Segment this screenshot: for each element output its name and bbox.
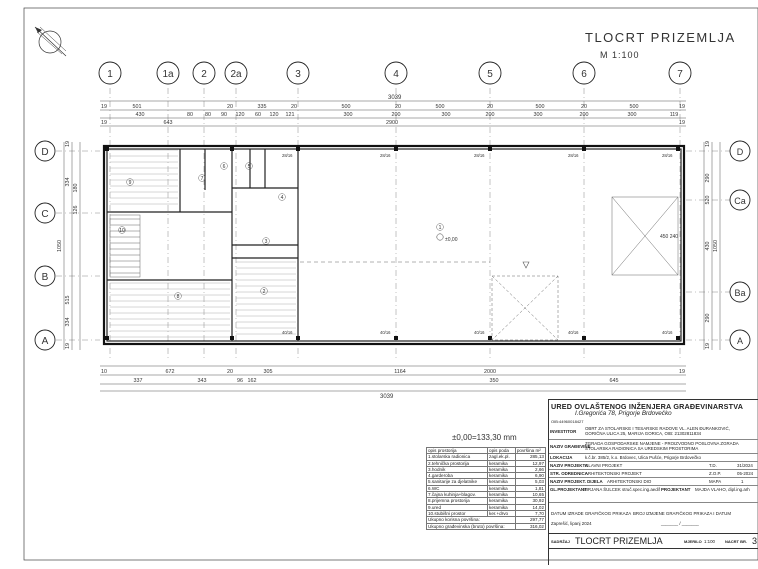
- opening-size-top: 450 240: [660, 234, 679, 240]
- title-block: [548, 399, 758, 565]
- dimension-value: 350: [489, 378, 499, 384]
- table-cell: 6,90: [515, 473, 545, 479]
- axis-label: 6: [581, 69, 587, 80]
- column-tag: 28/16: [662, 153, 673, 158]
- dimension-value: 126: [73, 205, 79, 215]
- table-cell: 1,81: [515, 485, 545, 491]
- room-number: 10: [119, 228, 125, 234]
- column-tag: 40/16: [282, 330, 293, 335]
- workshop-elements: [300, 197, 678, 340]
- project-row: [549, 462, 758, 470]
- dimension-value: 1050: [57, 240, 63, 252]
- column-tag: 28/16: [380, 153, 391, 158]
- dimension-value: 430: [705, 241, 711, 251]
- sheet-scale-value: 1:100: [704, 539, 715, 544]
- dimension-value: 19: [65, 343, 71, 349]
- axis-label: 1: [107, 69, 113, 80]
- dimension-value: 643: [163, 120, 173, 126]
- table-cell: keramika: [488, 479, 516, 485]
- table-cell: ker.+drvo: [488, 510, 516, 516]
- dimension-value: 20: [581, 104, 587, 110]
- room-number: 6: [222, 164, 226, 170]
- table-cell: 9.ured: [427, 504, 488, 510]
- column-tag: 28/16: [568, 153, 579, 158]
- table-cell: 2.tehnička prostorija: [427, 460, 488, 466]
- table-cell: 12,97: [515, 460, 545, 466]
- building-walls: [104, 146, 684, 344]
- map-value: 1: [741, 479, 744, 484]
- room-labels: [119, 163, 444, 300]
- table-cell: keramika: [488, 473, 516, 479]
- elevation-note: ±0,00=133,30 mm: [452, 433, 517, 442]
- date-value: Zaprešić, lipanj 2024: [551, 521, 592, 526]
- designer-value: MIRJANA ŠULCEK struč.spec.ing.aedif: [583, 487, 660, 492]
- dimension-value: 300: [533, 112, 543, 118]
- axis-label-left: B: [41, 272, 49, 283]
- dimension-value: 672: [165, 369, 175, 375]
- axis-label-right: Ba: [734, 288, 746, 298]
- dimension-value: 119: [669, 112, 679, 118]
- dimension-value: 501: [132, 104, 142, 110]
- td-value: 31/2024: [737, 463, 753, 468]
- column-tag: 28/16: [474, 153, 485, 158]
- dimension-value: 60: [255, 112, 261, 118]
- dimension-value: 334: [65, 177, 71, 187]
- total-net-label: Ukupno korisna površina:: [427, 517, 516, 523]
- sheet-number-value: 3: [752, 536, 758, 546]
- total-net-value: 297,77: [515, 517, 545, 523]
- sheet-scale-label: MJERILO: [684, 539, 702, 544]
- dimension-value: 180: [73, 183, 79, 193]
- dimension-value: 645: [609, 378, 619, 384]
- office-name: URED OVLAŠTENOG INŽENJERA GRAĐEVINARSTVA: [551, 402, 744, 411]
- sheet-content-value: TLOCRT PRIZEMLJA: [575, 536, 663, 546]
- dimension-value: 520: [705, 195, 711, 205]
- dimension-value: 430: [135, 112, 145, 118]
- top-total-dimension: 3039: [388, 95, 402, 101]
- dimension-value: 335: [257, 104, 267, 110]
- location-row: [549, 454, 758, 462]
- dimension-value: 334: [65, 317, 71, 327]
- dimension-value: 121: [285, 112, 295, 118]
- table-cell: keramika: [488, 498, 516, 504]
- discipline-label: STR. ODREDNICA: [550, 471, 588, 476]
- table-cell: 1.stolarska radionica: [427, 454, 488, 460]
- axis-label: 3: [295, 69, 301, 80]
- bottom-total-dimension: 3039: [380, 394, 394, 400]
- table-cell: 8.prijemna prostorija: [427, 498, 488, 504]
- investor-label: INVESTITOR: [550, 429, 577, 434]
- building-label: NAZIV GRAĐEVINE: [550, 444, 591, 449]
- table-cell: 2,66: [515, 466, 545, 472]
- sheet-row: [549, 534, 758, 549]
- dimension-value: 120: [235, 112, 245, 118]
- change-label: BROJ IZMJENE GRAFIČKOG PRIKAZA I DATUM: [633, 511, 731, 516]
- room-number: 9: [128, 180, 132, 186]
- designer-row: [549, 486, 758, 503]
- dimension-value: 500: [629, 104, 639, 110]
- designer-label: GL.PROJEKTANT: [550, 487, 587, 492]
- side-dimension-lines: [57, 141, 720, 350]
- architect-value: MAJDA VLAHO, dipl.ing.arh: [695, 487, 750, 492]
- table-cell: 30,92: [515, 498, 545, 504]
- dimension-value: 19: [679, 369, 685, 375]
- table-cell: 4.garderoba: [427, 473, 488, 479]
- table-cell: 10.stubišni prostor: [427, 510, 488, 516]
- zop-value: 05-2024: [737, 471, 754, 476]
- dimension-value: 10: [101, 369, 107, 375]
- change-value: _______ / _______: [661, 521, 699, 526]
- dimension-value: 20: [291, 104, 297, 110]
- total-gross-label: Ukupno građevinska (bruto) površina:: [427, 523, 516, 529]
- axis-label: 2: [201, 69, 207, 80]
- dimension-value: 300: [343, 112, 353, 118]
- room-number: 7: [200, 176, 204, 182]
- table-header: opis poda: [488, 448, 516, 454]
- map-label: MAPA: [709, 479, 722, 484]
- table-cell: 10,65: [515, 492, 545, 498]
- room-number: 3: [264, 239, 268, 245]
- room-number: 1: [438, 225, 442, 231]
- dimension-value: 19: [705, 141, 711, 147]
- location-value: k.č.br. 385/2, k.o. Brdovec, Ulica Pušće, Prigorje Brdovečko: [585, 455, 701, 460]
- dimension-value: 2000: [484, 369, 496, 375]
- room-area-table: [426, 447, 546, 530]
- dimension-value: 19: [705, 343, 711, 349]
- axis-label: 7: [677, 69, 683, 80]
- dimension-value: 290: [705, 173, 711, 183]
- table-cell: 14,02: [515, 504, 545, 510]
- axis-label: 4: [393, 69, 399, 80]
- table-cell: 5.sanitarije za djelatnike: [427, 479, 488, 485]
- top-dimension-lines: [100, 95, 686, 126]
- table-cell: 3.hodnik: [427, 466, 488, 472]
- office-oib: OIB:44960018427: [551, 419, 584, 424]
- dimension-value: 200: [579, 112, 589, 118]
- table-cell: keramika: [488, 466, 516, 472]
- room-number: 5: [247, 164, 251, 170]
- part-value: ARHITEKTONSKI DIO: [607, 479, 652, 484]
- architect-label: PROJEKTANT: [661, 487, 691, 492]
- column-tag: 40/16: [380, 330, 391, 335]
- dimension-value: 20: [395, 104, 401, 110]
- dimension-value: 20: [227, 104, 233, 110]
- dimension-value: 162: [247, 378, 257, 384]
- part-row: [549, 478, 758, 486]
- office-address: I.Gregorića 78, Prigorje Brdovečko: [575, 410, 672, 417]
- part-label: NAZIV PROJEKT. DIJELA: [550, 479, 603, 484]
- drawing-title: TLOCRT PRIZEMLJA: [585, 30, 736, 45]
- table-cell: zagl.ek.pl.: [488, 454, 516, 460]
- axis-label-right: Ca: [734, 196, 746, 206]
- axis-label-right: A: [736, 336, 744, 346]
- table-cell: keramika: [488, 504, 516, 510]
- dimension-value: 80: [187, 112, 193, 118]
- discipline-row: [549, 470, 758, 478]
- zop-label: Z.O.P.: [709, 471, 722, 476]
- dimension-value: 90: [221, 112, 227, 118]
- dimension-value: 200: [485, 112, 495, 118]
- dimension-value: 300: [627, 112, 637, 118]
- table-cell: 6.WC: [427, 485, 488, 491]
- date-label: DATUM IZRADE GRAFIČKOG PRIKAZA: [551, 511, 632, 516]
- project-value: GLAVNI PROJEKT: [585, 463, 623, 468]
- dimension-value: 19: [679, 120, 685, 126]
- axis-label: 1a: [162, 69, 174, 80]
- dimension-value: 1164: [394, 369, 406, 375]
- bottom-dimension-lines: [100, 366, 686, 400]
- investor-row: [549, 425, 758, 440]
- dimension-value: 120: [269, 112, 279, 118]
- north-arrow-icon: [35, 27, 66, 56]
- axis-label: 5: [487, 69, 493, 80]
- room-number: 4: [280, 195, 284, 201]
- dimension-value: 20: [227, 369, 233, 375]
- dimension-value: 500: [535, 104, 545, 110]
- room-number: 2: [262, 289, 266, 295]
- discipline-value: ARHITEKTONSKI PROJEKT: [585, 471, 642, 476]
- dimension-value: 19: [65, 141, 71, 147]
- sheet-content-label: SADRŽAJ: [551, 539, 570, 544]
- location-label: LOKACIJA: [550, 455, 573, 460]
- dimension-value: 96: [237, 378, 243, 384]
- axis-label-left: D: [41, 147, 49, 158]
- dimension-value: 80: [205, 112, 211, 118]
- structural-columns: [105, 147, 680, 340]
- dimension-value: 20: [487, 104, 493, 110]
- td-label: T.D.: [709, 463, 717, 468]
- table-cell: keramika: [488, 492, 516, 498]
- table-header: opis prostorija: [427, 448, 488, 454]
- axis-label-left: A: [41, 336, 49, 347]
- drawing-scale: M 1:100: [600, 50, 640, 60]
- dimension-value: 515: [65, 295, 71, 305]
- sheet-number-label: NACRT BR.: [725, 539, 747, 544]
- column-tag: 40/16: [568, 330, 579, 335]
- total-gross-value: 316,02: [515, 523, 545, 529]
- table-cell: keramika: [488, 460, 516, 466]
- dimension-value: 500: [435, 104, 445, 110]
- column-tag: 40/16: [474, 330, 485, 335]
- dimension-value: 290: [705, 313, 711, 323]
- axis-label-right: D: [736, 147, 744, 157]
- table-cell: 7,70: [515, 510, 545, 516]
- table-cell: 5,03: [515, 479, 545, 485]
- dimension-value: 200: [391, 112, 401, 118]
- dimension-value: 19: [679, 104, 685, 110]
- dimension-value: 305: [263, 369, 273, 375]
- dimension-value: 2900: [386, 120, 398, 126]
- column-tag: 28/16: [282, 153, 293, 158]
- dimension-value: 343: [197, 378, 207, 384]
- room-number: 8: [176, 294, 180, 300]
- column-tag: 40/16: [662, 330, 673, 335]
- axis-label-left: C: [41, 209, 49, 220]
- building-value: ZGRADA GOSPODARSKE NAMJENE - PROIZVODNO POSLOVNA ZGRADA STOLARSKA RADIONICA SA UREDSKIM PROSTORIMA: [585, 441, 739, 451]
- dimension-value: 337: [133, 378, 143, 384]
- building-row: [549, 440, 758, 454]
- workshop-level: ±0,00: [445, 237, 458, 243]
- table-cell: keramika: [488, 485, 516, 491]
- table-cell: 285,13: [515, 454, 545, 460]
- table-cell: 7.čajna kuhinja+blagov.: [427, 492, 488, 498]
- dimension-value: 1050: [713, 240, 719, 252]
- axis-label: 2a: [230, 69, 242, 80]
- dimension-value: 500: [341, 104, 351, 110]
- dimension-value: 19: [101, 104, 107, 110]
- date-row: [549, 503, 758, 534]
- dimension-value: 300: [441, 112, 451, 118]
- horizontal-grid-axes: [35, 141, 750, 350]
- table-header: površina m²: [515, 448, 545, 454]
- main-level-marker: [437, 234, 458, 243]
- dimension-value: 19: [101, 120, 107, 126]
- project-label: NAZIV PROJEKTA: [550, 463, 588, 468]
- investor-value: OBRT ZA STOLARSKE I TESARSKE RADOVE VL. ALEN ĐURANKOVIĆ, GORIČNA ULICA 25, MARIJA GORICA, OIB: 21302811834: [585, 426, 730, 436]
